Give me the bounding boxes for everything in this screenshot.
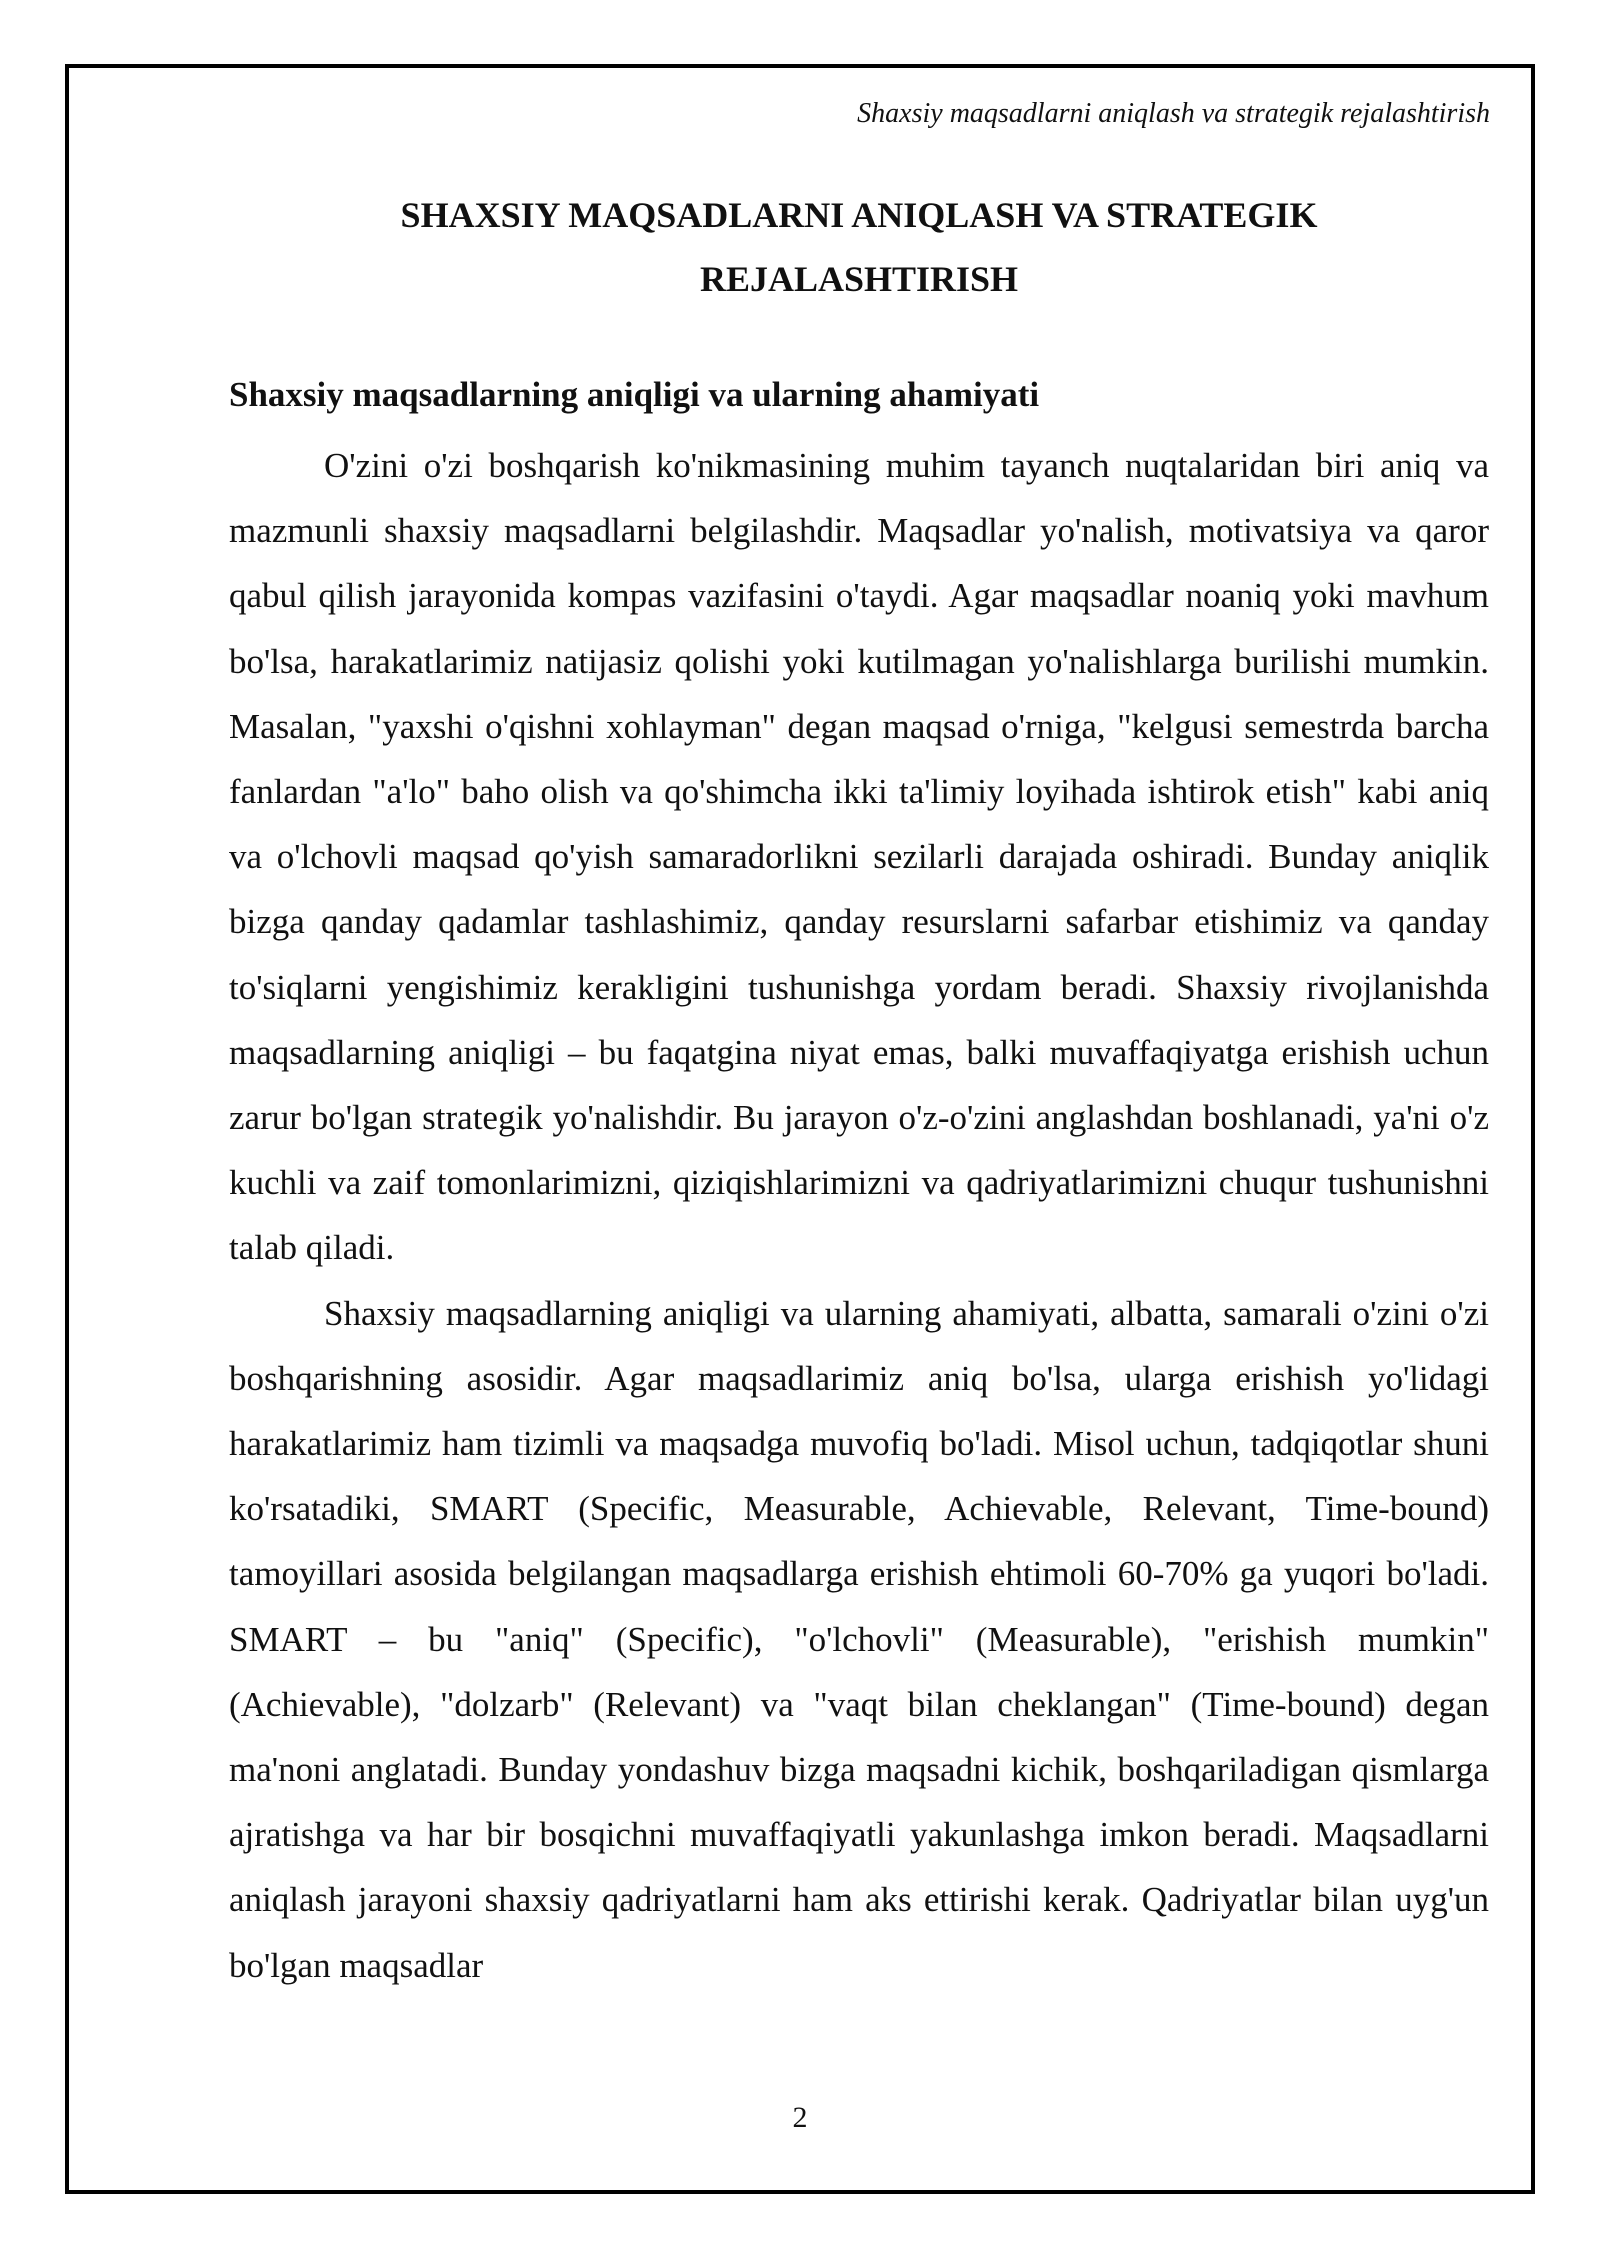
body-paragraph-1: O'zini o'zi boshqarish ko'nikmasining muhim tayanch nuqtalaridan biri aniq va mazmunli shaxsiy maqsadlarni belgilashdir. Maqsadlar yo'nalish, motivatsiya va qaror qabul qilish jarayonida kompas vazifasini o'taydi. Agar maqsadlar noaniq yoki mavhum bo'lsa, harakatlarimiz natijasiz qolishi yoki kutilmagan yo'nalishlarga burilishi mumkin. Masalan, "yaxshi o'qishni xohlayman" degan maqsad o'rniga, "kelgusi semestrda barcha fanlardan "a'lo" baho olish va qo'shimcha ikki ta'limiy loyihada ishtirok etish" kabi aniq va o'lchovli maqsad qo'yish samaradorlikni sezilarli darajada oshiradi. Bunday aniqlik bizga qanday qadamlar tashlashimiz, qanday resurslarni safarbar etishimiz va qanday to'siqlarni yengishimiz kerakligini tushunishga yordam beradi. Shaxsiy rivojlanishda maqsadlarning aniqligi – bu faqatgina niyat emas, balki muvaffaqiyatga erishish uchun zarur bo'lgan strategik yo'nalishdir. Bu jarayon o'z-o'zini anglashdan boshlanadi, ya'ni o'z kuchli va zaif tomonlarimizni, qiziqishlarimizni va qadriyatlarimizni chuqur tushunishni talab qiladi.	[229, 446, 1489, 1268]
document-title-line-1: SHAXSIY MAQSADLARNI ANIQLASH VA STRATEGIK	[400, 195, 1318, 235]
document-title	[229, 183, 1489, 311]
body-paragraph-2: Shaxsiy maqsadlarning aniqligi va ularning ahamiyati, albatta, samarali o'zini o'zi boshqarishning asosidir. Agar maqsadlarimiz aniq bo'lsa, ularga erishish yo'lidagi harakatlarimiz ham tizimli va maqsadga muvofiq bo'ladi. Misol uchun, tadqiqotlar shuni ko'rsatadiki, SMART (Specific, Measurable, Achievable, Relevant, Time-bound) tamoyillari asosida belgilangan maqsadlarga erishish ehtimoli 60-70% ga yuqori bo'ladi. SMART – bu "aniq" (Specific), "o'lchovli" (Measurable), "erishish mumkin" (Achievable), "dolzarb" (Relevant) va "vaqt bilan cheklangan" (Time-bound) degan ma'noni anglatadi. Bunday yondashuv bizga maqsadni kichik, boshqariladigan qismlarga ajratishga va har bir bosqichni muvaffaqiyatli yakunlashga imkon beradi. Maqsadlarni aniqlash jarayoni shaxsiy qadriyatlarni ham aks ettirishi kerak. Qadriyatlar bilan uyg'un bo'lgan maqsadlar	[229, 1293, 1489, 1985]
page-body	[229, 183, 1489, 1998]
document-title-line-2: REJALASHTIRISH	[699, 259, 1019, 299]
running-header: Shaxsiy maqsadlarni aniqlash va strategik rejalashtirish	[857, 98, 1490, 129]
page-number: 2	[792, 2101, 808, 2134]
section-heading: Shaxsiy maqsadlarning aniqligi va ularning ahamiyati	[229, 375, 1040, 414]
